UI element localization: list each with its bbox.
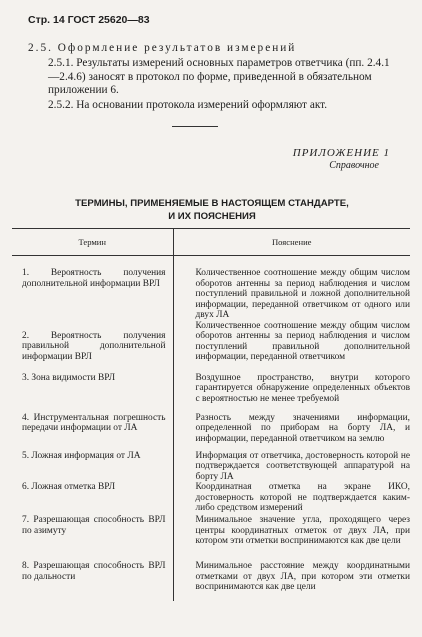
explanation-text: Минимальное значение угла, проходящего через центры координатных отметок от двух ЛА, при котором эти отметки воспринимаются как две цели — [195, 515, 410, 546]
section-paragraph-2 — [28, 99, 400, 113]
table-row — [12, 482, 410, 515]
appendix-subtitle: Справочное — [329, 160, 379, 171]
table-row — [12, 321, 410, 373]
explanation-cell — [173, 256, 410, 321]
appendix-title: ПРИЛОЖЕНИЕ 1 — [292, 147, 390, 159]
explanation-cell — [173, 411, 410, 451]
explanation-text: Разность между значениями информации, определенной по приборам на борту ЛА, и информации, переданной ответчиком на землю — [195, 412, 410, 444]
page-header: Стр. 14 ГОСТ 25620—83 — [28, 14, 150, 26]
table-row — [12, 561, 410, 601]
table-row — [12, 451, 410, 483]
explanation-text: Воздушное пространство, внутри которого гарантируется обнаружение определенных объектов с вероятностью не менее требуемой — [195, 372, 410, 404]
term-cell: 2. Вероятность получения правильной дополнительной информации ВРЛ — [12, 321, 173, 373]
term-cell: 3. Зона видимости ВРЛ — [12, 373, 173, 411]
section-heading: 2.5. Оформление результатов измерений — [28, 42, 297, 54]
explanation-cell — [173, 482, 410, 515]
table-row — [12, 373, 410, 411]
term-cell: 4. Инструментальная погрешность передачи информации от ЛА — [12, 411, 173, 451]
term-cell: 7. Разрешающая способность ВРЛ по азимуту — [12, 515, 173, 561]
paragraph-2-text: 2.5.2. На основании протокола измерений оформляют акт. — [48, 99, 328, 111]
paragraph-1-text: 2.5.1. Результаты измерений основных параметров ответчика (пп. 2.4.1—2.4.6) заносят в протокол по форме, приведенной в обязательном приложении 6. — [48, 57, 390, 97]
header-explanation: Пояснение — [173, 229, 410, 256]
term-cell: 5. Ложная информация от ЛА — [12, 451, 173, 483]
explanation-cell — [173, 561, 410, 601]
table-title — [40, 197, 384, 223]
explanation-cell — [173, 451, 410, 483]
table-title-line-2: И ИХ ПОЯСНЕНИЯ — [168, 211, 256, 222]
term-cell: 1. Вероятность получения дополнительной информации ВРЛ — [12, 256, 173, 321]
term-cell: 6. Ложная отметка ВРЛ — [12, 482, 173, 515]
table-row — [12, 256, 410, 321]
section-paragraph-1 — [28, 57, 400, 98]
header-term: Термин — [12, 229, 173, 256]
term-cell: 8. Разрешающая способность ВРЛ по дальности — [12, 561, 173, 601]
table-title-line-1: ТЕРМИНЫ, ПРИМЕНЯЕМЫЕ В НАСТОЯЩЕМ СТАНДАРТЕ, — [75, 198, 349, 209]
table-row — [12, 515, 410, 561]
explanation-text: Информация от ответчика, достоверность которой не подтверждается соответствующей аппаратурой на борту ЛА — [195, 450, 410, 482]
explanation-cell — [173, 515, 410, 561]
section-divider — [172, 126, 218, 127]
table-row — [12, 411, 410, 451]
explanation-cell — [173, 373, 410, 411]
explanation-text: Количественное соотношение между общим числом оборотов антенны за период наблюдения и числом поступлений правильной и ложной дополнительной информации, переданной ответчиком от одного или двух ЛА — [195, 268, 410, 320]
table-header-row — [12, 229, 410, 256]
explanation-cell — [173, 321, 410, 373]
terms-table — [12, 228, 410, 601]
explanation-text: Координатная отметка на экране ИКО, достоверность которой не подтверждается каким-либо средством измерений — [195, 482, 410, 513]
explanation-text: Минимальное расстояние между координатными отметками от двух ЛА, при котором эти отметки воспринимаются как две цели — [195, 561, 410, 592]
explanation-text: Количественное соотношение между общим числом оборотов антенны за период наблюдения и числом поступлений правильной дополнительной информации, переданной ответчиком — [195, 320, 410, 362]
